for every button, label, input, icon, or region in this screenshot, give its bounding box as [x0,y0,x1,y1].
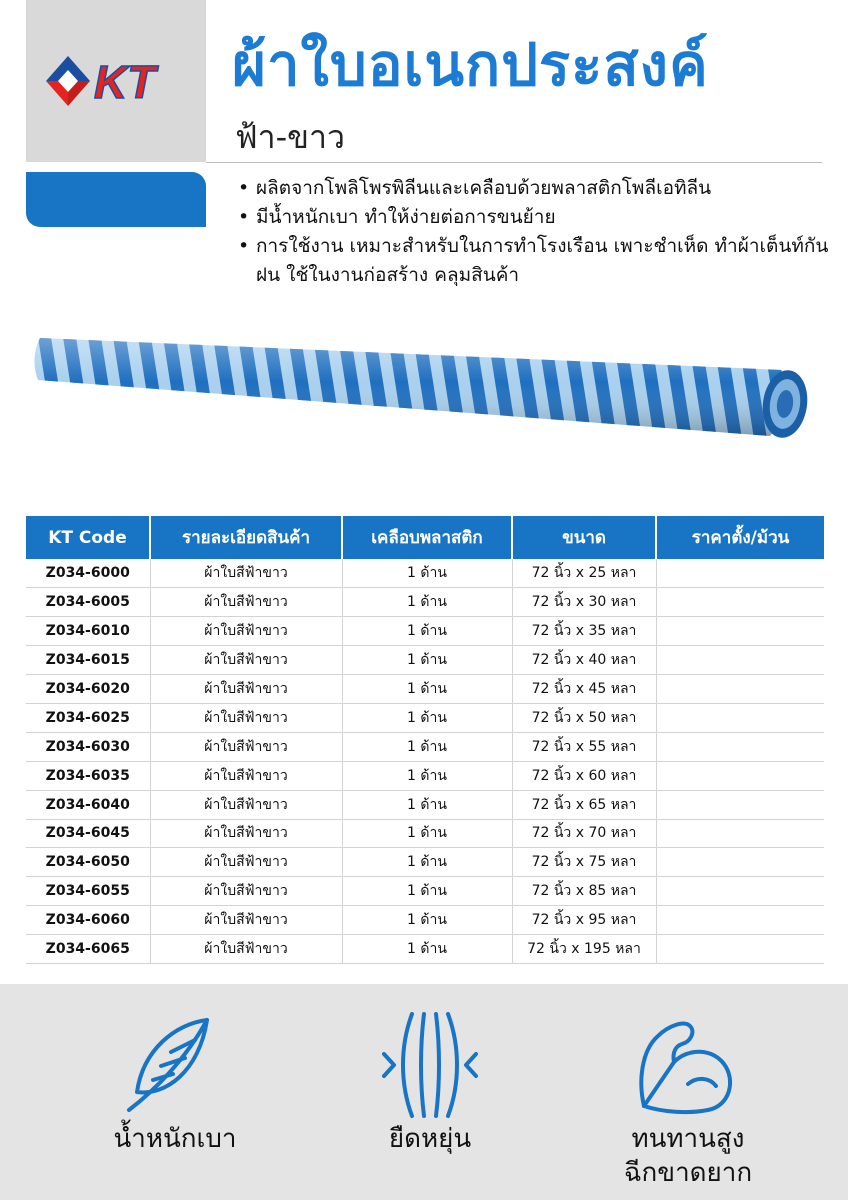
kt-code-cell: Z034-6050 [26,848,150,877]
description-cell: ผ้าใบสีฟ้าขาว [150,790,342,819]
tarp-roll-image [30,318,820,458]
column-header: KT Code [26,516,150,559]
table-header-row [26,516,824,559]
description-cell: ผ้าใบสีฟ้าขาว [150,588,342,617]
coating-cell: 1 ด้าน [342,848,512,877]
header-divider [206,162,822,163]
column-header: เคลือบพลาสติก [342,516,512,559]
size-cell: 72 นิ้ว x 40 หลา [512,646,656,675]
price-cell [656,819,824,848]
table-row [26,761,824,790]
description-cell: ผ้าใบสีฟ้าขาว [150,646,342,675]
description-cell: ผ้าใบสีฟ้าขาว [150,877,342,906]
kt-code-cell: Z034-6055 [26,877,150,906]
column-header: ราคาตั้ง/ม้วน [656,516,824,559]
price-cell [656,703,824,732]
size-cell: 72 นิ้ว x 50 หลา [512,703,656,732]
description-cell: ผ้าใบสีฟ้าขาว [150,617,342,646]
description-cell: ผ้าใบสีฟ้าขาว [150,559,342,588]
table-row [26,588,824,617]
coating-cell: 1 ด้าน [342,935,512,964]
size-cell: 72 นิ้ว x 75 หลา [512,848,656,877]
table-row [26,646,824,675]
kt-code-cell: Z034-6015 [26,646,150,675]
property-label-light: น้ำหนักเบา [113,1124,237,1154]
column-header: รายละเอียดสินค้า [150,516,342,559]
description-cell: ผ้าใบสีฟ้าขาว [150,819,342,848]
kt-code-cell: Z034-6030 [26,732,150,761]
price-cell [656,559,824,588]
price-cell [656,906,824,935]
size-cell: 72 นิ้ว x 45 หลา [512,675,656,704]
coating-cell: 1 ด้าน [342,588,512,617]
feature-item: • ผลิตจากโพลิโพรพิลีนและเคลือบด้วยพลาสติกโพลีเอทิลีน [238,174,838,203]
coating-cell: 1 ด้าน [342,761,512,790]
size-cell: 72 นิ้ว x 195 หลา [512,935,656,964]
coating-cell: 1 ด้าน [342,819,512,848]
column-header: ขนาด [512,516,656,559]
table-row [26,675,824,704]
size-cell: 72 นิ้ว x 65 หลา [512,790,656,819]
size-cell: 72 นิ้ว x 95 หลา [512,906,656,935]
coating-cell: 1 ด้าน [342,877,512,906]
table-row [26,906,824,935]
kt-code-cell: Z034-6010 [26,617,150,646]
kt-code-cell: Z034-6025 [26,703,150,732]
kt-code-cell: Z034-6065 [26,935,150,964]
size-cell: 72 นิ้ว x 85 หลา [512,877,656,906]
price-cell [656,732,824,761]
page-subtitle: ฟ้า-ขาว [235,118,345,156]
decorative-blue-tab [26,172,206,227]
price-cell [656,877,824,906]
coating-cell: 1 ด้าน [342,906,512,935]
description-cell: ผ้าใบสีฟ้าขาว [150,848,342,877]
table-row [26,877,824,906]
feature-item: • มีน้ำหนักเบา ทำให้ง่ายต่อการขนย้าย [238,203,838,232]
size-cell: 72 นิ้ว x 70 หลา [512,819,656,848]
kt-code-cell: Z034-6005 [26,588,150,617]
description-cell: ผ้าใบสีฟ้าขาว [150,935,342,964]
feature-list [238,174,838,290]
size-cell: 72 นิ้ว x 35 หลา [512,617,656,646]
logo-panel [26,0,206,162]
feather-icon [115,1010,235,1120]
price-cell [656,588,824,617]
kt-code-cell: Z034-6040 [26,790,150,819]
page-title: ผ้าใบอเนกประสงค์ [232,31,709,99]
kt-code-cell: Z034-6035 [26,761,150,790]
product-table [26,516,824,964]
description-cell: ผ้าใบสีฟ้าขาว [150,703,342,732]
kt-code-cell: Z034-6060 [26,906,150,935]
price-cell [656,935,824,964]
property-label-flexible: ยืดหยุ่น [388,1124,472,1154]
price-cell [656,646,824,675]
description-cell: ผ้าใบสีฟ้าขาว [150,675,342,704]
description-cell: ผ้าใบสีฟ้าขาว [150,906,342,935]
table-row [26,703,824,732]
kt-code-cell: Z034-6020 [26,675,150,704]
feature-item: • การใช้งาน เหมาะสำหรับในการทำโรงเรือน เพาะชำเห็ด ทำผ้าเต็นท์กันฝน ใช้ในงานก่อสร้าง คลุมสินค้า [238,232,838,290]
coating-cell: 1 ด้าน [342,646,512,675]
stretch-icon [370,1010,490,1120]
size-cell: 72 นิ้ว x 60 หลา [512,761,656,790]
property-label-durable: ทนทานสูง ฉีกขาดยาก [623,1124,753,1188]
price-cell [656,761,824,790]
description-cell: ผ้าใบสีฟ้าขาว [150,732,342,761]
table-row [26,732,824,761]
kt-code-cell: Z034-6000 [26,559,150,588]
price-cell [656,790,824,819]
description-cell: ผ้าใบสีฟ้าขาว [150,761,342,790]
table-row [26,790,824,819]
table-row [26,559,824,588]
size-cell: 72 นิ้ว x 55 หลา [512,732,656,761]
kt-logo [36,46,196,116]
logo-text: KT [94,56,156,108]
table-row [26,819,824,848]
table-row [26,935,824,964]
coating-cell: 1 ด้าน [342,790,512,819]
price-cell [656,675,824,704]
coating-cell: 1 ด้าน [342,559,512,588]
price-cell [656,848,824,877]
coating-cell: 1 ด้าน [342,675,512,704]
table-row [26,617,824,646]
table-row [26,848,824,877]
coating-cell: 1 ด้าน [342,703,512,732]
coating-cell: 1 ด้าน [342,732,512,761]
price-cell [656,617,824,646]
coating-cell: 1 ด้าน [342,617,512,646]
size-cell: 72 นิ้ว x 30 หลา [512,588,656,617]
kt-code-cell: Z034-6045 [26,819,150,848]
strong-arm-icon [628,1010,748,1120]
size-cell: 72 นิ้ว x 25 หลา [512,559,656,588]
